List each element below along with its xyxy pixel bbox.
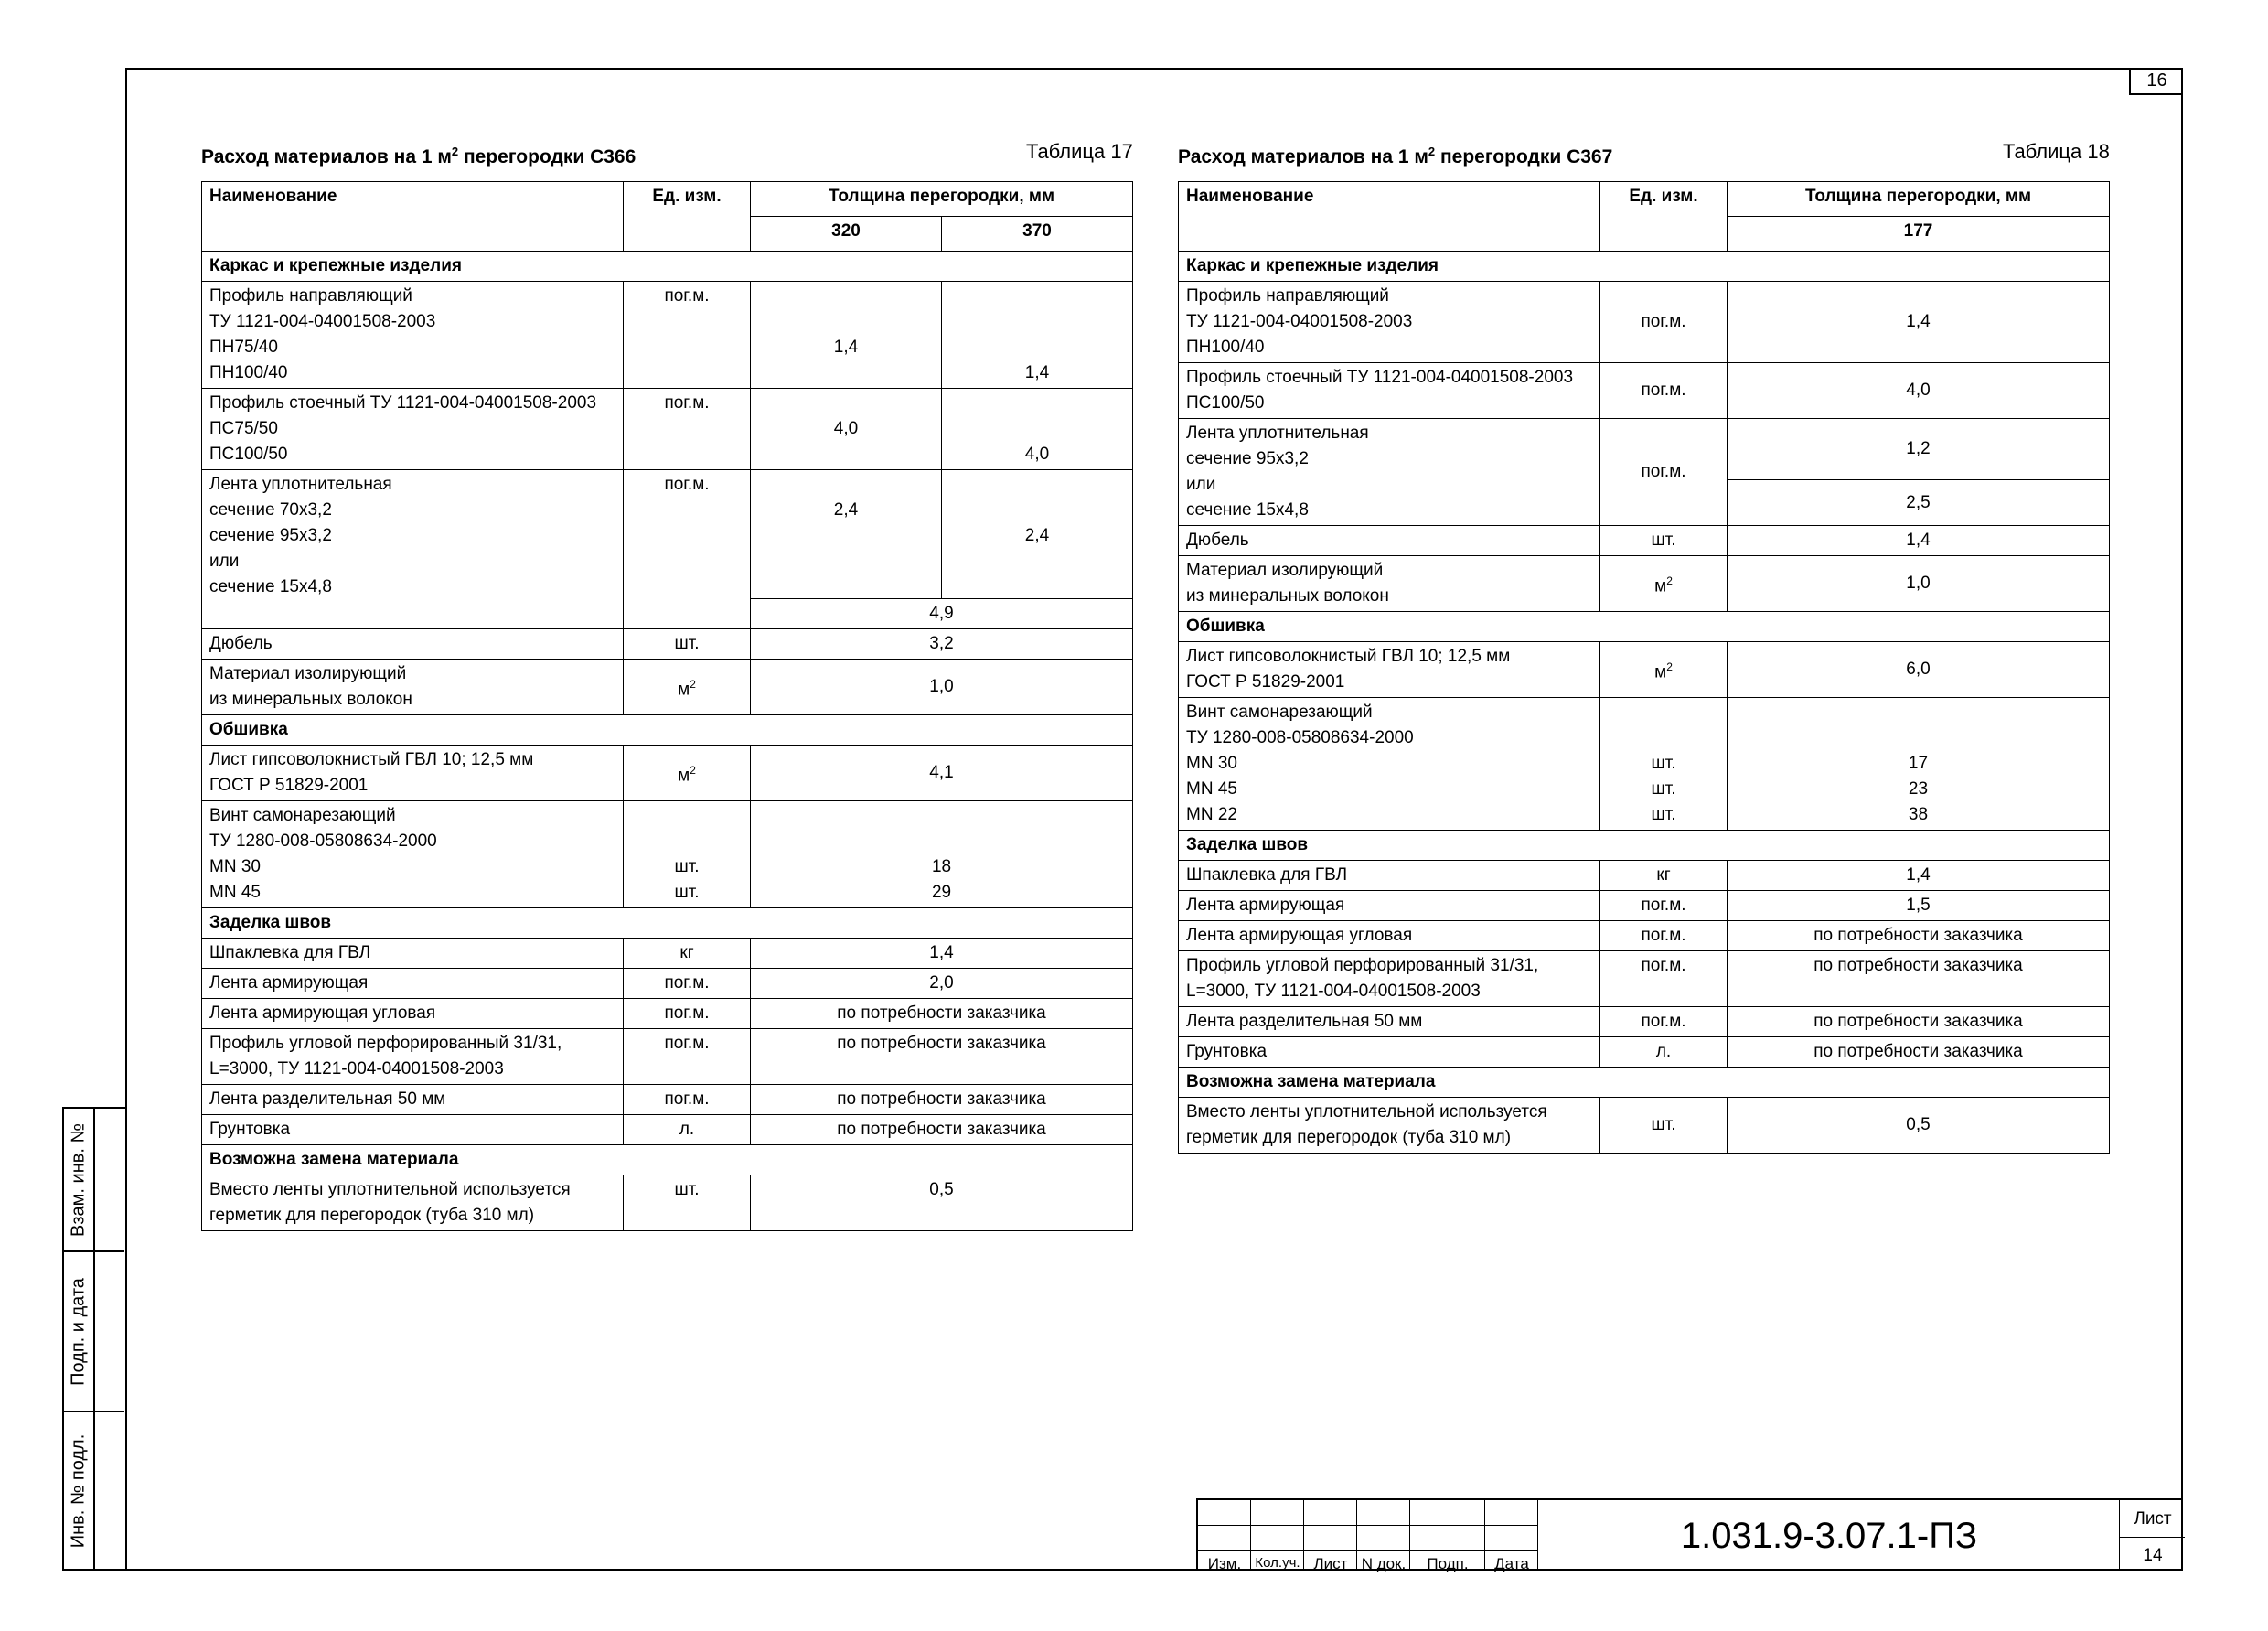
table-row: Вместо ленты уплотнительной используется герметик для перегородок (туба 310 мл) шт. 0,5 <box>1179 1098 2110 1154</box>
table-row: Профиль стоечный ТУ 1121-004-04001508-2003 ПС75/50 ПС100/50 пог.м. 4,0 4,0 <box>202 389 1133 470</box>
table-row: Лист гипсоволокнистый ГВЛ 10; 12,5 мм ГОСТ Р 51829-2001 $м^2$ 4,1 <box>202 746 1133 801</box>
section-frame: Каркас и крепежные изделия <box>202 252 1133 282</box>
header-name: Наименование <box>202 182 624 252</box>
table17 <box>201 181 1133 1231</box>
title-block <box>1196 1498 2183 1571</box>
header-unit: Ед. изм. <box>624 182 751 252</box>
table18-number: Таблица 18 <box>2003 140 2110 163</box>
table-row: Профиль угловой перфорированный 31/31, L=3000, ТУ 1121-004-04001508-2003 пог.м. по потребности заказчика <box>202 1029 1133 1085</box>
table-row: Профиль направляющий ТУ 1121-004-04001508-2003 ПН100/40 пог.м. 1,4 <box>1179 282 2110 363</box>
header-unit: Ед. изм. <box>1600 182 1728 252</box>
document-code: 1.031.9-3.07.1-ПЗ <box>1680 1516 1978 1556</box>
table17-title: Расход материалов на 1 $м^2$ перегородки С366 <box>201 145 637 167</box>
table-row: Винт самонарезающий ТУ 1280-008-05808634-2000 MN 30 MN 45 MN 22 шт. шт. шт. 17 23 38 <box>1179 698 2110 831</box>
strip-label: Взам. инв. № <box>68 1122 89 1237</box>
section-frame: Каркас и крепежные изделия <box>1179 252 2110 282</box>
table18-title: Расход материалов на 1 $м^2$ перегородки С367 <box>1178 145 1613 167</box>
top-page-number: 16 <box>2129 68 2183 95</box>
table-row: Лента армирующая пог.м. 2,0 <box>202 969 1133 999</box>
table-row: Дюбель шт. 1,4 <box>1179 526 2110 556</box>
strip-cell-sign-date <box>64 1252 124 1412</box>
table-row: 4,9 <box>202 599 1133 629</box>
stamp-col-izm: Изм. <box>1207 1555 1242 1572</box>
stamp-col-list: Лист <box>1313 1555 1348 1572</box>
table-row: Винт самонарезающий ТУ 1280-008-05808634-2000 MN 30 MN 45 шт. шт. 18 29 <box>202 801 1133 908</box>
table-row: Грунтовка л. по потребности заказчика <box>1179 1037 2110 1068</box>
left-binding-strip <box>62 1107 126 1571</box>
stamp-col-date: Дата <box>1494 1555 1529 1572</box>
section-seams: Заделка швов <box>1179 831 2110 861</box>
header-177: 177 <box>1728 217 2110 252</box>
table-row: Лента уплотнительная сечение 95х3,2 или сечение 15х4,8 пог.м. 1,2 <box>1179 419 2110 480</box>
stamp-col-kol: Кол.уч. <box>1255 1555 1300 1571</box>
header-thickness: Толщина перегородки, мм <box>1728 182 2110 217</box>
table-row: Материал изолирующий из минеральных волокон $м^2$ 1,0 <box>1179 556 2110 612</box>
header-thickness: Толщина перегородки, мм <box>751 182 1133 217</box>
stamp-col-sign: Подп. <box>1427 1555 1469 1572</box>
table-row: Профиль стоечный ТУ 1121-004-04001508-2003 ПС100/50 пог.м. 4,0 <box>1179 363 2110 419</box>
section-replacement: Возможна замена материала <box>202 1145 1133 1175</box>
table-row: Шпаклевка для ГВЛ кг 1,4 <box>202 939 1133 969</box>
table-row: Дюбель шт. 3,2 <box>202 629 1133 660</box>
table-row: Лента армирующая угловая пог.м. по потребности заказчика <box>202 999 1133 1029</box>
strip-label: Инв. № подл. <box>68 1433 89 1548</box>
section-replacement: Возможна замена материала <box>1179 1068 2110 1098</box>
strip-label: Подп. и дата <box>68 1277 89 1386</box>
table-row: Лист гипсоволокнистый ГВЛ 10; 12,5 мм ГОСТ Р 51829-2001 $м^2$ 6,0 <box>1179 642 2110 698</box>
table18 <box>1178 181 2110 1154</box>
header-name: Наименование <box>1179 182 1600 252</box>
strip-cell-inv-orig <box>64 1412 124 1569</box>
table-row: Лента разделительная 50 мм пог.м. по потребности заказчика <box>1179 1007 2110 1037</box>
header-370: 370 <box>942 217 1133 252</box>
table17-number: Таблица 17 <box>1026 140 1133 163</box>
section-sheathing: Обшивка <box>202 715 1133 746</box>
table-row: Лента разделительная 50 мм пог.м. по потребности заказчика <box>202 1085 1133 1115</box>
sheet-label: Лист <box>2134 1509 2172 1529</box>
table-row: Профиль направляющий ТУ 1121-004-04001508-2003 ПН75/40 ПН100/40 пог.м. 1,4 1,4 <box>202 282 1133 389</box>
sheet-number: 14 <box>2143 1546 2163 1565</box>
table-row: Материал изолирующий из минеральных волокон $м^2$ 1,0 <box>202 660 1133 715</box>
header-320: 320 <box>751 217 942 252</box>
table-row: Лента армирующая пог.м. 1,5 <box>1179 891 2110 921</box>
table-row: Вместо ленты уплотнительной используется герметик для перегородок (туба 310 мл) шт. 0,5 <box>202 1175 1133 1231</box>
table-row: Шпаклевка для ГВЛ кг 1,4 <box>1179 861 2110 891</box>
section-sheathing: Обшивка <box>1179 612 2110 642</box>
table-row: 2,5 <box>1179 480 2110 526</box>
strip-cell-replace-inv <box>64 1109 124 1252</box>
stamp-col-ndoc: N док. <box>1361 1555 1407 1572</box>
table-row: Грунтовка л. по потребности заказчика <box>202 1115 1133 1145</box>
section-seams: Заделка швов <box>202 908 1133 939</box>
table-row: Лента уплотнительная сечение 70х3,2 сечение 95х3,2 или сечение 15х4,8 пог.м. 2,4 2,4 <box>202 470 1133 599</box>
table-row: Лента армирующая угловая пог.м. по потребности заказчика <box>1179 921 2110 951</box>
table-row: Профиль угловой перфорированный 31/31, L=3000, ТУ 1121-004-04001508-2003 пог.м. по потребности заказчика <box>1179 951 2110 1007</box>
